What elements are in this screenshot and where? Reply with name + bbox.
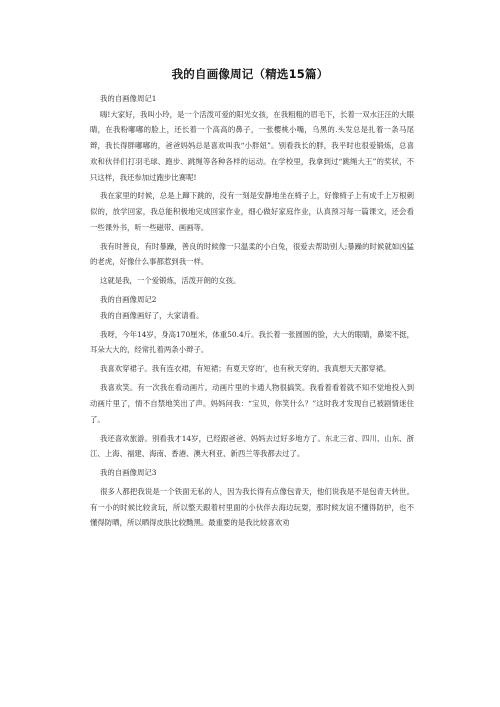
paragraph: 我还喜欢旅游。别看我才14岁，已经跟爸爸、妈妈去过好多地方了。东北三省、四川、山东、浙江、上海、福建、海南、香港、澳大利亚、新西兰等我都去过了。 [90, 433, 414, 459]
paragraph: 我在家里的时候，总是上蹿下跳的，没有一刻是安静地坐在椅子上，好像椅子上有成千上万根刺似的，放学回家，我总能积极地完成回家作业，细心做好家庭作业，认真预习每一篇课文，还会看一些课外书，听一些磁带、画画等。 [90, 191, 414, 232]
paragraph: 我喜欢笑。有一次我在看动画片。动画片里的卡通人物很搞笑。我看着看着就不知不觉地投入到动画片里了，情不自禁地笑出了声。妈妈问我：“宝贝，你笑什么？”这时我才发现自己被剧情迷住了。 [90, 383, 414, 424]
document-title: 我的自画像周记（精选15篇） [171, 67, 329, 81]
paragraph: 我喜欢穿裙子。我有连衣裙，有短裙；有夏天穿的’，也有秋天穿的。我真想天天都穿裙。 [99, 364, 391, 374]
paragraph: 我的自画像周记1 [99, 94, 157, 103]
document-body [90, 91, 414, 531]
paragraph: 我的自画像画好了，大家请看。 [99, 310, 204, 320]
paragraph: 我呀，今年14岁，身高170厘米，体重50.4斤。我长着一张圆圆的脸，大大的眼睛，鼻梁不挺，耳朵大大的，经常扎着两条小辫子。 [90, 329, 414, 355]
paragraph: 这就是我，一个爱锻炼，活泼开朗的女孩。 [99, 276, 241, 286]
paragraph: 嗨!大家好，我叫小玲，是一个活泼可爱的阳光女孩，在我粗粗的眉毛下，长着一双水汪汪的大眼睛，在我粉嘟嘟的脸上，还长着一个高高的鼻子，一张樱桃小嘴，乌黑的.头发总是扎着一条马尾辫，我长得胖嘟嘟的，爸爸妈妈总是喜欢叫我“小胖妞”。别看我长的胖，我平时也很爱锻炼，总喜欢和伙伴们打羽毛球、跑步、跳绳等各种各样的运动。在学校里，我拿到过“跳绳大王”的奖状，不只这样，我还参加过跑步比赛呢! [90, 109, 414, 182]
paragraph: 我有时善良，有时暴躁，善良的时候像一只温柔的小白兔，很爱去帮助别人;暴躁的时候就如凶猛的老虎，好像什么事都惹到我一样。 [90, 241, 414, 267]
section-heading: 我的自画像周记3 [99, 468, 157, 478]
section-heading: 我的自画像周记2 [99, 295, 157, 305]
paragraph: 很多人都把我说是一个铁面无私的人，因为我长得有点像包青天，他们说我是不是包青天转世。有一小的时候比较贪玩，所以整天跟着村里面的小伙伴去海边玩耍，那时候友谊不懂得防护，也不懂得防晒，所以晒得皮肤比较黝黑。最重要的是我比较喜欢劝 [90, 487, 414, 528]
